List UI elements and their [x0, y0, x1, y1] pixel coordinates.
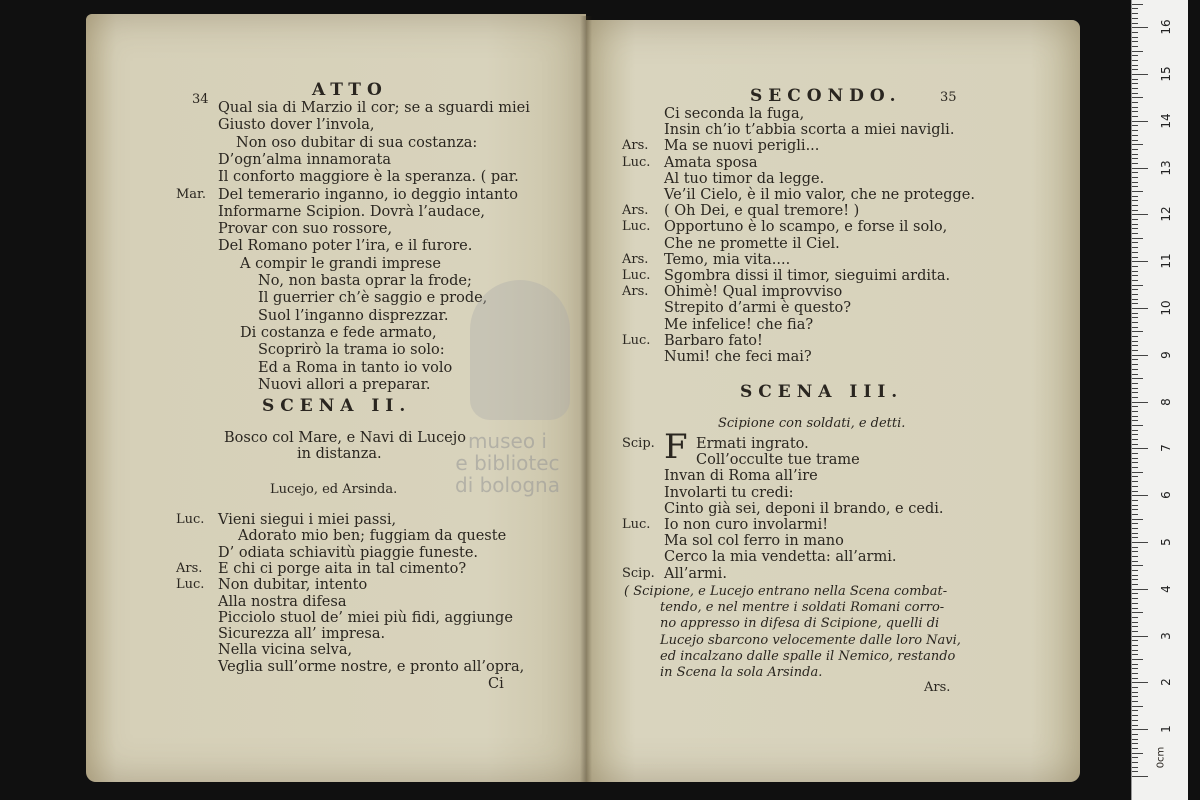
ruler-tick [1132, 168, 1148, 169]
ruler-number: 1 [1159, 725, 1173, 734]
ruler-tick [1132, 13, 1138, 14]
watermark-line-2: e bibliotec [455, 451, 560, 475]
verse-line: Adorato mio ben; fuggiam da queste [238, 528, 507, 545]
speaker-label: Luc. [622, 268, 651, 283]
ruler-tick [1132, 196, 1138, 197]
verse-line: Barbaro fato! [664, 332, 763, 349]
ruler-tick [1132, 210, 1138, 211]
ruler-tick [1132, 715, 1138, 716]
verse-line: Numi! che feci mai? [664, 349, 812, 365]
verse-line: Del temerario inganno, io deggio intanto [218, 186, 518, 203]
ruler-tick [1132, 425, 1143, 426]
ruler-tick [1132, 228, 1138, 229]
verse-line: Il conforto maggiore è la speranza. ( par. [218, 169, 519, 186]
verse-line: Ermati ingrato. [696, 436, 809, 452]
ruler-tick [1132, 678, 1138, 679]
ruler-tick [1132, 125, 1138, 126]
ruler-tick [1132, 280, 1138, 281]
scene-3-characters: Scipione con soldati, e detti. [718, 416, 906, 431]
ruler-tick [1132, 626, 1138, 627]
ruler-tick [1132, 706, 1143, 707]
ruler-tick [1132, 37, 1138, 38]
verse-line: Temo, mia vita.... [664, 251, 791, 268]
speaker-label: Scip. [622, 565, 655, 581]
verse-line: D’ogn’alma innamorata [218, 151, 391, 168]
ruler-tick [1132, 102, 1138, 103]
ruler-tick [1132, 144, 1143, 145]
ruler-tick [1132, 247, 1138, 248]
stage-direction-line: no appresso in difesa di Scipione, quelli di [660, 616, 940, 632]
ruler-tick [1132, 294, 1138, 295]
ruler-tick [1132, 547, 1138, 548]
verse-line: Sgombra dissi il timor, sieguimi ardita. [664, 268, 951, 284]
ruler-tick [1132, 200, 1138, 201]
ruler-tick [1132, 313, 1138, 314]
ruler-tick [1132, 453, 1138, 454]
ruler-tick [1132, 163, 1138, 164]
speaker-label: Luc. [622, 154, 651, 170]
speaker-label: Scip. [622, 436, 655, 451]
ruler-number: 6 [1159, 491, 1173, 500]
ruler-tick [1132, 121, 1148, 122]
ruler-tick [1132, 359, 1138, 360]
ruler-tick [1132, 238, 1143, 239]
ruler-tick [1132, 617, 1138, 618]
left-catchword: Ci [488, 676, 504, 692]
ruler-tick [1132, 374, 1138, 375]
verse-line: D’ odiata schiavitù piaggie funeste. [218, 544, 479, 561]
ruler-tick [1132, 369, 1138, 370]
verse-line: Io non curo involarmi! [664, 517, 829, 533]
ruler-tick [1132, 289, 1138, 290]
ruler-tick [1132, 439, 1138, 440]
ruler-tick [1132, 285, 1143, 286]
speaker-label: Mar. [176, 186, 206, 202]
ruler-tick [1132, 729, 1148, 730]
ruler-tick [1132, 271, 1138, 272]
ruler-tick [1132, 93, 1138, 94]
ruler-tick [1132, 252, 1138, 253]
verse-line: Giusto dover l’invola, [218, 117, 375, 134]
ruler-tick [1132, 299, 1138, 300]
ruler-tick [1132, 266, 1138, 267]
right-page-number: 35 [940, 90, 957, 105]
verse-line: Cinto già sei, deponi il brando, e cedi. [664, 500, 944, 517]
ruler-tick [1132, 191, 1143, 192]
ruler-tick [1132, 608, 1138, 609]
ruler-tick [1132, 336, 1138, 337]
ruler-tick [1132, 753, 1143, 754]
ruler-tick [1132, 434, 1138, 435]
ruler-unit-label: 0cm [1155, 746, 1167, 769]
ruler-tick [1132, 111, 1138, 112]
verse-line: Provar con suo rossore, [218, 221, 393, 238]
ruler-tick [1132, 748, 1138, 749]
ruler-tick [1132, 182, 1138, 183]
ruler-tick [1132, 444, 1138, 445]
ruler-tick [1132, 345, 1138, 346]
ruler-tick [1132, 430, 1138, 431]
ruler-tick [1132, 322, 1138, 323]
ruler-tick [1132, 154, 1138, 155]
ruler-tick [1132, 224, 1138, 225]
verse-line: ( Oh Dei, e qual tremore! ) [664, 203, 860, 220]
ruler-tick [1132, 743, 1138, 744]
verse-line: Non dubitar, intento [218, 577, 368, 594]
ruler-tick [1132, 692, 1138, 693]
ruler-tick [1132, 640, 1138, 641]
watermark-logo [470, 280, 570, 420]
ruler-number: 10 [1159, 300, 1173, 316]
ruler-tick [1132, 32, 1138, 33]
ruler-tick [1132, 462, 1138, 463]
ruler-tick [1132, 83, 1138, 84]
ruler-tick [1132, 739, 1138, 740]
ruler-tick [1132, 491, 1138, 492]
speaker-label: Ars. [622, 251, 649, 267]
ruler-tick [1132, 664, 1138, 665]
verse-line: Informarne Scipion. Dovrà l’audace, [218, 203, 486, 220]
speaker-label: Luc. [176, 577, 205, 593]
ruler-tick [1132, 509, 1138, 510]
ruler-tick [1132, 55, 1138, 56]
watermark-text [455, 430, 560, 496]
ruler-tick [1132, 472, 1143, 473]
verse-line: E chi ci porge aita in tal cimento? [218, 560, 467, 577]
stage-direction-line: ( Scipione, e Lucejo entrano nella Scena combat- [624, 584, 948, 599]
speaker-label: Luc. [176, 512, 205, 527]
verse-line: Veglia sull’orme nostre, e pronto all’opra, [218, 658, 525, 675]
ruler-tick [1132, 308, 1148, 309]
ruler-tick [1132, 214, 1148, 215]
ruler-tick [1132, 579, 1138, 580]
ruler-tick [1132, 589, 1148, 590]
ruler-tick [1132, 355, 1148, 356]
ruler-tick [1132, 476, 1138, 477]
ruler-tick [1132, 486, 1138, 487]
ruler-tick [1132, 556, 1138, 557]
ruler-tick [1132, 4, 1143, 5]
ruler-tick [1132, 650, 1138, 651]
ruler-tick [1132, 734, 1138, 735]
ruler-tick [1132, 74, 1148, 75]
left-page-header: ATTO [312, 80, 388, 100]
ruler-tick [1132, 23, 1138, 24]
ruler-tick [1132, 51, 1143, 52]
ruler-number: 2 [1159, 678, 1173, 687]
ruler-tick [1132, 219, 1138, 220]
ruler-tick [1132, 79, 1138, 80]
verse-line: Cerco la mia vendetta: all’armi. [664, 549, 897, 566]
ruler-number: 8 [1159, 397, 1173, 406]
ruler-tick [1132, 593, 1138, 594]
ruler-tick [1132, 771, 1138, 772]
ruler-tick [1132, 140, 1138, 141]
verse-line: Invan di Roma all’ire [664, 468, 818, 485]
ruler-number: 15 [1159, 66, 1173, 82]
ruler-tick [1132, 331, 1143, 332]
right-catchword: Ars. [924, 680, 951, 695]
verse-line: Nuovi allori a preparar. [258, 376, 431, 393]
ruler-tick [1132, 383, 1138, 384]
scene-2-characters: Lucejo, ed Arsinda. [270, 482, 398, 497]
speaker-label: Ars. [622, 138, 649, 154]
ruler-tick [1132, 514, 1138, 515]
ruler-tick [1132, 397, 1138, 398]
verse-line: Coll’occulte tue trame [696, 452, 860, 469]
verse-line: Opportuno è lo scampo, e forse il solo, [664, 219, 948, 236]
verse-line: Che ne promette il Ciel. [664, 235, 840, 252]
ruler-tick [1132, 603, 1138, 604]
right-page-header: SECONDO. [750, 86, 902, 106]
verse-line: Me infelice! che fia? [664, 316, 814, 333]
ruler-tick [1132, 458, 1138, 459]
ruler-number: 16 [1159, 19, 1173, 35]
ruler-number: 12 [1159, 206, 1173, 223]
ruler-tick [1132, 233, 1138, 234]
ruler-tick [1132, 116, 1138, 117]
ruler-tick [1132, 682, 1148, 683]
ruler-tick [1132, 673, 1138, 674]
verse-line: Non oso dubitar di sua costanza: [236, 134, 478, 151]
drop-cap-F: F [664, 427, 688, 467]
ruler-tick [1132, 757, 1138, 758]
ruler-tick [1132, 327, 1138, 328]
verse-line: All’armi. [664, 565, 727, 582]
ruler-number: 14 [1159, 113, 1173, 129]
ruler-tick [1132, 537, 1138, 538]
ruler-tick [1132, 158, 1138, 159]
ruler-tick [1132, 561, 1138, 562]
scene-2-setting: Bosco col Mare, e Navi di Lucejo [224, 430, 466, 446]
verse-line: Ed a Roma in tanto io volo [258, 359, 453, 376]
ruler-tick [1132, 687, 1138, 688]
ruler-tick [1132, 8, 1138, 9]
ruler-tick [1132, 523, 1138, 524]
ruler-tick [1132, 696, 1138, 697]
ruler-tick [1132, 542, 1148, 543]
ruler-tick [1132, 275, 1138, 276]
ruler-tick [1132, 388, 1138, 389]
ruler-tick [1132, 46, 1138, 47]
ruler-tick [1132, 565, 1143, 566]
ruler-tick [1132, 364, 1138, 365]
ruler-tick [1132, 69, 1138, 70]
verse-line: Vieni siegui i miei passi, [218, 512, 397, 528]
ruler-tick [1132, 622, 1138, 623]
ruler-tick [1132, 645, 1138, 646]
ruler-number: 11 [1159, 253, 1173, 269]
ruler-tick [1132, 467, 1138, 468]
verse-line: Ve’il Cielo, è il mio valor, che ne protegge. [664, 187, 975, 203]
ruler-tick [1132, 406, 1138, 407]
ruler-tick [1132, 303, 1138, 304]
ruler-tick [1132, 519, 1143, 520]
ruler-tick [1132, 495, 1148, 496]
ruler-tick [1132, 551, 1138, 552]
left-page-number: 34 [192, 92, 209, 107]
ruler-tick [1132, 27, 1148, 28]
ruler-tick [1132, 378, 1143, 379]
verse-line: Involarti tu credi: [664, 484, 794, 501]
ruler-tick [1132, 341, 1138, 342]
verse-line: Qual sia di Marzio il cor; se a sguardi miei [218, 100, 530, 116]
ruler-tick [1132, 654, 1138, 655]
ruler-tick [1132, 18, 1138, 19]
ruler-tick [1132, 177, 1138, 178]
ruler-tick [1132, 242, 1138, 243]
ruler-tick [1132, 631, 1138, 632]
verse-line: Amata sposa [664, 154, 758, 171]
ruler-number: 4 [1159, 584, 1173, 593]
ruler-tick [1132, 172, 1138, 173]
ruler-tick [1132, 411, 1138, 412]
ruler-tick [1132, 612, 1143, 613]
watermark-line-3: di bologna [455, 473, 560, 497]
verse-line: A compir le grandi imprese [240, 255, 441, 272]
verse-line: Nella vicina selva, [218, 642, 353, 659]
verse-line: Scoprirò la trama io solo: [258, 342, 445, 359]
ruler-number: 9 [1159, 350, 1173, 359]
verse-line: Del Romano poter l’ira, e il furore. [218, 238, 473, 255]
ruler-number: 3 [1159, 631, 1173, 640]
ruler-tick [1132, 186, 1138, 187]
ruler-tick [1132, 97, 1143, 98]
stage-direction-line: in Scena la sola Arsinda. [660, 665, 823, 680]
verse-line: Insin ch’io t’abbia scorta a miei navigli. [664, 122, 955, 139]
stage-direction-line: Lucejo sbarcono velocemente dalle loro Navi, [660, 632, 961, 648]
ruler-tick [1132, 584, 1138, 585]
ruler-tick [1132, 575, 1138, 576]
ruler-tick [1132, 130, 1138, 131]
speaker-label: Luc. [622, 517, 651, 532]
ruler-tick [1132, 65, 1138, 66]
speaker-label: Ars. [622, 284, 649, 300]
ruler-number: 7 [1159, 444, 1173, 453]
ruler-tick [1132, 500, 1138, 501]
speaker-label: Ars. [176, 560, 203, 576]
ruler-number: 5 [1159, 538, 1173, 546]
ruler-tick [1132, 392, 1138, 393]
ruler-tick [1132, 481, 1138, 482]
ruler-tick [1132, 60, 1138, 61]
ruler-tick [1132, 317, 1138, 318]
verse-line: Ma se nuovi perigli... [664, 138, 820, 155]
verse-line: Strepito d’armi è questo? [664, 300, 851, 317]
ruler-tick [1132, 41, 1138, 42]
verse-line: No, non basta oprar la frode; [258, 273, 472, 289]
verse-line: Sicurezza all’ impresa. [218, 626, 386, 643]
measurement-ruler [1131, 0, 1188, 800]
ruler-tick [1132, 636, 1148, 637]
ruler-tick [1132, 668, 1138, 669]
ruler-tick [1132, 710, 1138, 711]
speaker-label: Luc. [622, 332, 651, 348]
verse-line: Ohimè! Qual improvviso [664, 284, 843, 301]
ruler-tick [1132, 88, 1138, 89]
verse-line: Ci seconda la fuga, [664, 106, 805, 122]
verse-line: Di costanza e fede armato, [240, 324, 437, 341]
verse-line: Ma sol col ferro in mano [664, 533, 844, 550]
ruler-tick [1132, 149, 1138, 150]
ruler-number: 13 [1159, 159, 1173, 176]
ruler-tick [1132, 659, 1143, 660]
verse-line: Al tuo timor da legge. [664, 170, 825, 187]
ruler-tick [1132, 402, 1148, 403]
ruler-tick [1132, 350, 1138, 351]
verse-line: Picciolo stuol de’ miei più fidi, aggiunge [218, 609, 513, 626]
ruler-tick [1132, 533, 1138, 534]
scene-2-setting-cont: in distanza. [297, 446, 382, 462]
stage-direction-line: ed incalzano dalle spalle il Nemico, restando [660, 648, 956, 664]
ruler-tick [1132, 420, 1138, 421]
stage-direction-line: tendo, e nel mentre i soldati Romani corro- [660, 600, 945, 616]
ruler-tick [1132, 261, 1148, 262]
ruler-tick [1132, 205, 1138, 206]
ruler-tick [1132, 448, 1148, 449]
ruler-tick [1132, 107, 1138, 108]
ruler-tick [1132, 776, 1148, 777]
ruler-tick [1132, 505, 1138, 506]
ruler-tick [1132, 701, 1138, 702]
speaker-label: Ars. [622, 203, 649, 219]
ruler-tick [1132, 416, 1138, 417]
ruler-tick [1132, 135, 1138, 136]
scene-3-title: SCENA III. [740, 382, 904, 402]
verse-line: Suol l’inganno disprezzar. [258, 307, 449, 324]
ruler-tick [1132, 762, 1138, 763]
ruler-tick [1132, 598, 1138, 599]
ruler-tick [1132, 570, 1138, 571]
ruler-tick [1132, 720, 1138, 721]
watermark-line-1: museo i [467, 429, 547, 453]
ruler-tick [1132, 767, 1138, 768]
verse-line: Alla nostra difesa [218, 593, 347, 610]
speaker-label: Luc. [622, 219, 651, 235]
ruler-tick [1132, 257, 1138, 258]
book-gutter [580, 16, 592, 782]
ruler-tick [1132, 528, 1138, 529]
scene-2-title: SCENA II. [262, 396, 412, 416]
ruler-tick [1132, 725, 1138, 726]
verse-line: Il guerrier ch’è saggio e prode, [258, 290, 488, 307]
